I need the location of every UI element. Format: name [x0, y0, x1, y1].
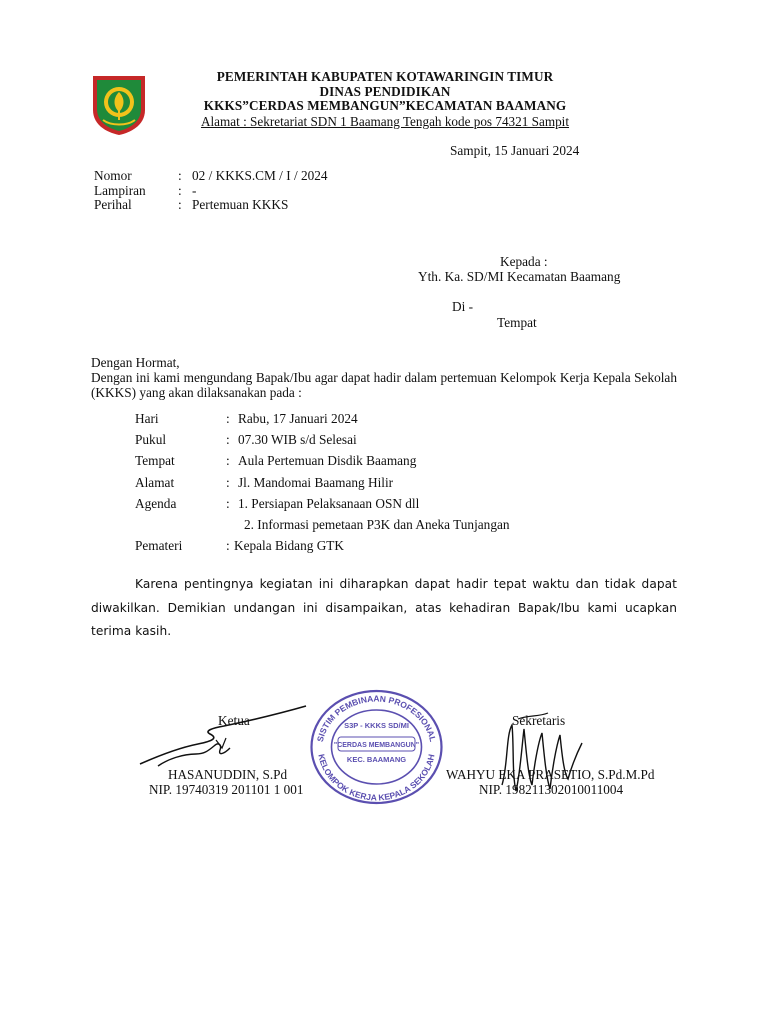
meta-label: Perihal	[94, 197, 132, 213]
closing-paragraph: Karena pentingnya kegiatan ini diharapkan dapat hadir tepat waktu dan tidak dapat diwakilkan. Demikian undangan ini disampaikan, atas kehadiran Bapak/Ibu kami ucapkan terima kasih.	[91, 577, 677, 638]
recipient-heading: Kepada :	[500, 254, 548, 269]
secretary-title: Sekretaris	[512, 713, 566, 728]
regency-emblem-icon	[89, 74, 149, 136]
detail-sep: :	[226, 538, 230, 554]
detail-value: Rabu, 17 Januari 2024	[238, 411, 358, 426]
letter-meta	[94, 169, 328, 213]
detail-label: Alamat	[135, 474, 175, 490]
meta-sep: :	[178, 197, 182, 213]
detail-value: Jl. Mandomai Baamang Hilir	[238, 474, 394, 490]
detail-row	[135, 432, 510, 453]
official-stamp	[308, 688, 445, 806]
detail-sep: :	[226, 474, 230, 490]
detail-sep: :	[226, 453, 230, 469]
detail-row	[135, 453, 510, 474]
event-details	[135, 411, 510, 559]
recipient-di: Di -	[452, 299, 474, 314]
meta-sep: :	[178, 182, 182, 198]
letterhead-department: DINAS PENDIDIKAN	[319, 83, 451, 99]
meta-label: Lampiran	[94, 182, 146, 198]
secretary-name: WAHYU EKA PRASETIO, S.Pd.M.Pd	[446, 767, 655, 782]
detail-sep: :	[226, 411, 230, 426]
recipient-name: Yth. Ka. SD/MI Kecamatan Baamang	[418, 269, 621, 284]
detail-value: Kepala Bidang GTK	[234, 538, 345, 554]
intro-paragraph: Dengan ini kami mengundang Bapak/Ibu agar dapat hadir dalam pertemuan Kelompok Kerja Kepala Sekolah (KKKS) yang akan dilaksanakan pada :	[91, 370, 677, 400]
chair-name: HASANUDDIN, S.Pd	[168, 767, 288, 782]
letterhead-organization: KKKS”CERDAS MEMBANGUN”KECAMATAN BAAMANG	[203, 98, 567, 113]
chair-title: Ketua	[218, 713, 250, 728]
letterhead-address: Alamat : Sekretariat SDN 1 Baamang Tengah kode pos 74321 Sampit	[200, 113, 569, 129]
meta-value: 02 / KKKS.CM / I / 2024	[192, 168, 328, 183]
detail-value: 07.30 WIB s/d Selesai	[238, 432, 357, 448]
chair-signature	[138, 704, 308, 774]
stamp-outer-bottom: KELOMPOK KERJA KEPALA SEKOLAH	[316, 753, 437, 803]
detail-value: Aula Pertemuan Disdik Baamang	[238, 453, 417, 469]
chair-nip: NIP. 19740319 201101 1 001	[149, 782, 304, 797]
meta-value: -	[192, 182, 197, 198]
meta-row-lampiran	[94, 184, 328, 199]
meta-sep: :	[178, 168, 182, 183]
detail-label: Pukul	[135, 432, 167, 448]
detail-label: Tempat	[135, 453, 175, 469]
stamp-inner-top: S3P - KKKS SD/MI	[344, 721, 409, 730]
salutation: Dengan Hormat,	[91, 355, 180, 370]
meta-row-perihal	[94, 198, 328, 213]
letterhead-government: PEMERINTAH KABUPATEN KOTAWARINGIN TIMUR	[216, 69, 554, 84]
stamp-center-line2: KEC. BAAMANG	[346, 755, 407, 764]
detail-label: Pemateri	[135, 538, 183, 554]
stamp-center-line1: "CERDAS MEMBANGUN"	[333, 742, 420, 749]
stamp-outer-top: SISTIM PEMBINAAN PROFESIONAL	[314, 693, 439, 743]
meta-value: Pertemuan KKKS	[192, 197, 289, 213]
recipient-place: Tempat	[497, 315, 537, 330]
detail-sep: :	[226, 432, 230, 448]
detail-label: Hari	[135, 411, 159, 426]
letterhead	[160, 70, 610, 129]
detail-row	[135, 538, 510, 559]
detail-value: 2. Informasi pemetaan P3K dan Aneka Tunjangan	[244, 516, 510, 532]
meta-row-nomor	[94, 169, 328, 184]
detail-row	[135, 496, 510, 517]
detail-row	[135, 411, 510, 432]
detail-row	[135, 475, 510, 496]
letter-date: Sampit, 15 Januari 2024	[450, 143, 580, 158]
detail-row	[135, 517, 510, 538]
secretary-nip: NIP. 198211302010011004	[479, 782, 624, 797]
detail-sep: :	[226, 495, 230, 511]
detail-value: 1. Persiapan Pelaksanaan OSN dll	[238, 495, 420, 511]
detail-label: Agenda	[135, 495, 177, 511]
meta-label: Nomor	[94, 168, 132, 183]
